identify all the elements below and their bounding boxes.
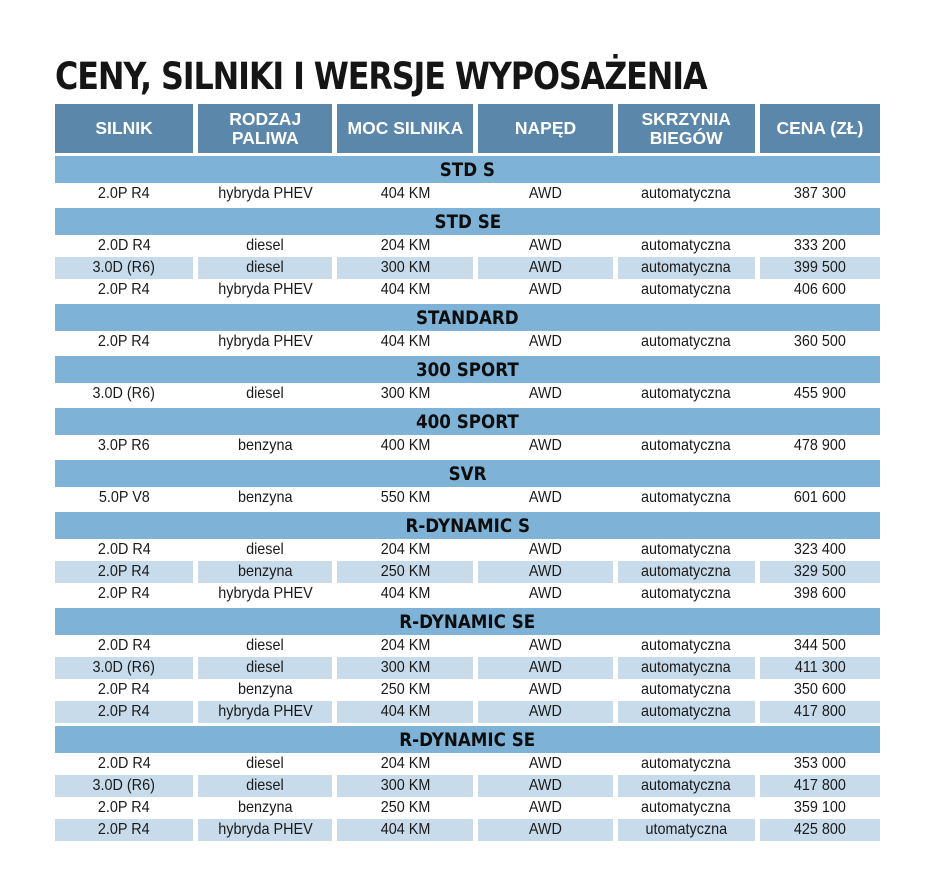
- cell-gearbox: automatyczna: [641, 755, 732, 772]
- cell-price: 478 900: [793, 437, 846, 454]
- cell-engine: 2.0P R4: [98, 333, 150, 350]
- header-cell-drive: NAPĘD: [478, 104, 612, 153]
- cell-power: 300 KM: [337, 775, 473, 797]
- cell-drive: AWD: [528, 585, 563, 602]
- cell-power: 300 KM: [337, 257, 473, 279]
- cell-fuel-type: benzyna: [198, 561, 332, 583]
- cell-fuel-type: hybryda PHEV: [217, 185, 313, 202]
- table-row: [55, 487, 880, 509]
- cell-price: 601 600: [793, 489, 846, 506]
- cell-fuel-type: diesel: [198, 775, 332, 797]
- cell-price: 353 000: [793, 755, 846, 772]
- cell-drive: AWD: [528, 681, 563, 698]
- table-row: [55, 753, 880, 775]
- cell-power: 250 KM: [380, 681, 431, 698]
- cell-power: 250 KM: [380, 799, 431, 816]
- section-title: STANDARD: [416, 306, 519, 329]
- table-body: [55, 156, 880, 841]
- cell-price: 359 100: [793, 799, 846, 816]
- cell-drive: AWD: [528, 799, 563, 816]
- cell-drive: AWD: [478, 657, 612, 679]
- section-title: 300 SPORT: [416, 358, 519, 381]
- cell-price: 417 800: [760, 701, 880, 723]
- cell-power: 404 KM: [380, 333, 431, 350]
- section-title: STD SE: [434, 210, 501, 233]
- table-row: [55, 797, 880, 819]
- cell-drive: AWD: [528, 755, 563, 772]
- cell-fuel-type: diesel: [246, 637, 285, 654]
- cell-engine: 2.0D R4: [97, 637, 151, 654]
- header-cell-power: MOC SILNIKA: [337, 104, 473, 153]
- cell-gearbox: utomatyczna: [618, 819, 755, 841]
- cell-engine: 3.0D (R6): [55, 775, 193, 797]
- cell-drive: AWD: [528, 185, 563, 202]
- cell-fuel-type: benzyna: [237, 437, 293, 454]
- cell-price: 417 800: [760, 775, 880, 797]
- cell-price: 329 500: [760, 561, 880, 583]
- table-row: [55, 183, 880, 205]
- cell-power: 404 KM: [380, 281, 431, 298]
- table-row: [55, 331, 880, 353]
- section-header-row: [55, 208, 880, 235]
- cell-price: 455 900: [793, 385, 846, 402]
- table-row: [55, 235, 880, 257]
- cell-drive: AWD: [478, 775, 612, 797]
- cell-fuel-type: diesel: [246, 541, 285, 558]
- table-row: [55, 279, 880, 301]
- cell-drive: AWD: [528, 281, 563, 298]
- section-title: 400 SPORT: [416, 410, 519, 433]
- table-row: [55, 561, 880, 583]
- cell-fuel-type: diesel: [198, 257, 332, 279]
- cell-power: 404 KM: [380, 585, 431, 602]
- cell-fuel-type: diesel: [246, 755, 285, 772]
- section-header-row: [55, 460, 880, 487]
- header-cell-gearbox: SKRZYNIA BIEGÓW: [618, 104, 755, 153]
- table-row: [55, 435, 880, 457]
- table-row: [55, 383, 880, 405]
- table-row: [55, 539, 880, 561]
- cell-engine: 5.0P V8: [98, 489, 150, 506]
- cell-gearbox: automatyczna: [641, 333, 732, 350]
- cell-power: 204 KM: [380, 637, 431, 654]
- cell-drive: AWD: [478, 257, 612, 279]
- cell-engine: 2.0D R4: [97, 237, 151, 254]
- cell-engine: 2.0P R4: [55, 701, 193, 723]
- cell-engine: 2.0D R4: [97, 755, 151, 772]
- cell-power: 404 KM: [337, 701, 473, 723]
- cell-fuel-type: hybryda PHEV: [198, 819, 332, 841]
- cell-fuel-type: benzyna: [237, 681, 293, 698]
- cell-power: 404 KM: [337, 819, 473, 841]
- section-title: SVR: [448, 462, 487, 485]
- cell-drive: AWD: [478, 561, 612, 583]
- cell-price: 398 600: [793, 585, 846, 602]
- section-header-row: [55, 304, 880, 331]
- cell-drive: AWD: [528, 489, 563, 506]
- cell-fuel-type: hybryda PHEV: [217, 333, 313, 350]
- cell-power: 300 KM: [337, 657, 473, 679]
- cell-engine: 2.0P R4: [55, 819, 193, 841]
- header-cell-fuel-type: RODZAJ PALIWA: [198, 104, 332, 153]
- cell-engine: 3.0D (R6): [55, 657, 193, 679]
- cell-gearbox: automatyczna: [641, 799, 732, 816]
- cell-power: 204 KM: [380, 541, 431, 558]
- cell-drive: AWD: [528, 333, 563, 350]
- cell-price: 406 600: [793, 281, 846, 298]
- cell-drive: AWD: [528, 385, 563, 402]
- cell-gearbox: automatyczna: [618, 775, 755, 797]
- cell-gearbox: automatyczna: [641, 681, 732, 698]
- section-header-row: [55, 408, 880, 435]
- cell-gearbox: automatyczna: [641, 637, 732, 654]
- cell-fuel-type: diesel: [198, 657, 332, 679]
- table-row: [55, 701, 880, 723]
- cell-drive: AWD: [478, 819, 612, 841]
- table-row: [55, 679, 880, 701]
- cell-gearbox: automatyczna: [618, 561, 755, 583]
- cell-fuel-type: hybryda PHEV: [198, 701, 332, 723]
- cell-price: 333 200: [793, 237, 846, 254]
- cell-power: 204 KM: [380, 755, 431, 772]
- cell-drive: AWD: [478, 701, 612, 723]
- cell-drive: AWD: [528, 437, 563, 454]
- section-title: R-DYNAMIC SE: [399, 728, 536, 751]
- cell-gearbox: automatyczna: [641, 541, 732, 558]
- cell-power: 550 KM: [380, 489, 431, 506]
- cell-engine: 2.0D R4: [97, 541, 151, 558]
- section-title: R-DYNAMIC S: [405, 514, 530, 537]
- table-row: [55, 819, 880, 841]
- table-row: [55, 775, 880, 797]
- cell-price: 399 500: [760, 257, 880, 279]
- cell-engine: 3.0D (R6): [92, 385, 156, 402]
- page-title: CENY, SILNIKI I WERSJE WYPOSAŻENIA: [55, 55, 707, 98]
- cell-price: 344 500: [793, 637, 846, 654]
- cell-fuel-type: hybryda PHEV: [217, 585, 313, 602]
- header-cell-engine: SILNIK: [55, 104, 193, 153]
- cell-fuel-type: benzyna: [237, 799, 293, 816]
- table-header-row: [55, 104, 880, 153]
- cell-engine: 2.0P R4: [98, 799, 150, 816]
- table-row: [55, 583, 880, 605]
- cell-gearbox: automatyczna: [641, 237, 732, 254]
- cell-price: 350 600: [793, 681, 846, 698]
- cell-power: 300 KM: [380, 385, 431, 402]
- table-row: [55, 257, 880, 279]
- cell-price: 360 500: [793, 333, 846, 350]
- cell-drive: AWD: [528, 541, 563, 558]
- cell-price: 411 300: [760, 657, 880, 679]
- cell-drive: AWD: [528, 637, 563, 654]
- cell-fuel-type: diesel: [246, 237, 285, 254]
- section-header-row: [55, 726, 880, 753]
- cell-engine: 3.0D (R6): [55, 257, 193, 279]
- cell-engine: 2.0P R4: [98, 185, 150, 202]
- cell-price: 387 300: [793, 185, 846, 202]
- cell-fuel-type: diesel: [246, 385, 285, 402]
- section-header-row: [55, 608, 880, 635]
- cell-gearbox: automatyczna: [641, 385, 732, 402]
- cell-drive: AWD: [528, 237, 563, 254]
- section-title: R-DYNAMIC SE: [399, 610, 536, 633]
- cell-power: 250 KM: [337, 561, 473, 583]
- cell-fuel-type: benzyna: [237, 489, 293, 506]
- section-title: STD S: [439, 158, 496, 181]
- cell-fuel-type: hybryda PHEV: [217, 281, 313, 298]
- cell-gearbox: automatyczna: [618, 257, 755, 279]
- section-header-row: [55, 512, 880, 539]
- cell-gearbox: automatyczna: [641, 489, 732, 506]
- cell-power: 400 KM: [380, 437, 431, 454]
- cell-engine: 3.0P R6: [98, 437, 150, 454]
- section-header-row: [55, 156, 880, 183]
- cell-price: 425 800: [760, 819, 880, 841]
- section-header-row: [55, 356, 880, 383]
- cell-gearbox: automatyczna: [618, 657, 755, 679]
- cell-power: 404 KM: [380, 185, 431, 202]
- cell-engine: 2.0P R4: [98, 681, 150, 698]
- cell-gearbox: automatyczna: [641, 437, 732, 454]
- table-row: [55, 657, 880, 679]
- cell-gearbox: automatyczna: [641, 185, 732, 202]
- cell-price: 323 400: [793, 541, 846, 558]
- cell-engine: 2.0P R4: [98, 585, 150, 602]
- cell-gearbox: automatyczna: [618, 701, 755, 723]
- price-table: [55, 104, 880, 841]
- cell-gearbox: automatyczna: [641, 585, 732, 602]
- cell-gearbox: automatyczna: [641, 281, 732, 298]
- header-cell-price: CENA (ZŁ): [760, 104, 880, 153]
- cell-power: 204 KM: [380, 237, 431, 254]
- cell-engine: 2.0P R4: [55, 561, 193, 583]
- table-row: [55, 635, 880, 657]
- cell-engine: 2.0P R4: [98, 281, 150, 298]
